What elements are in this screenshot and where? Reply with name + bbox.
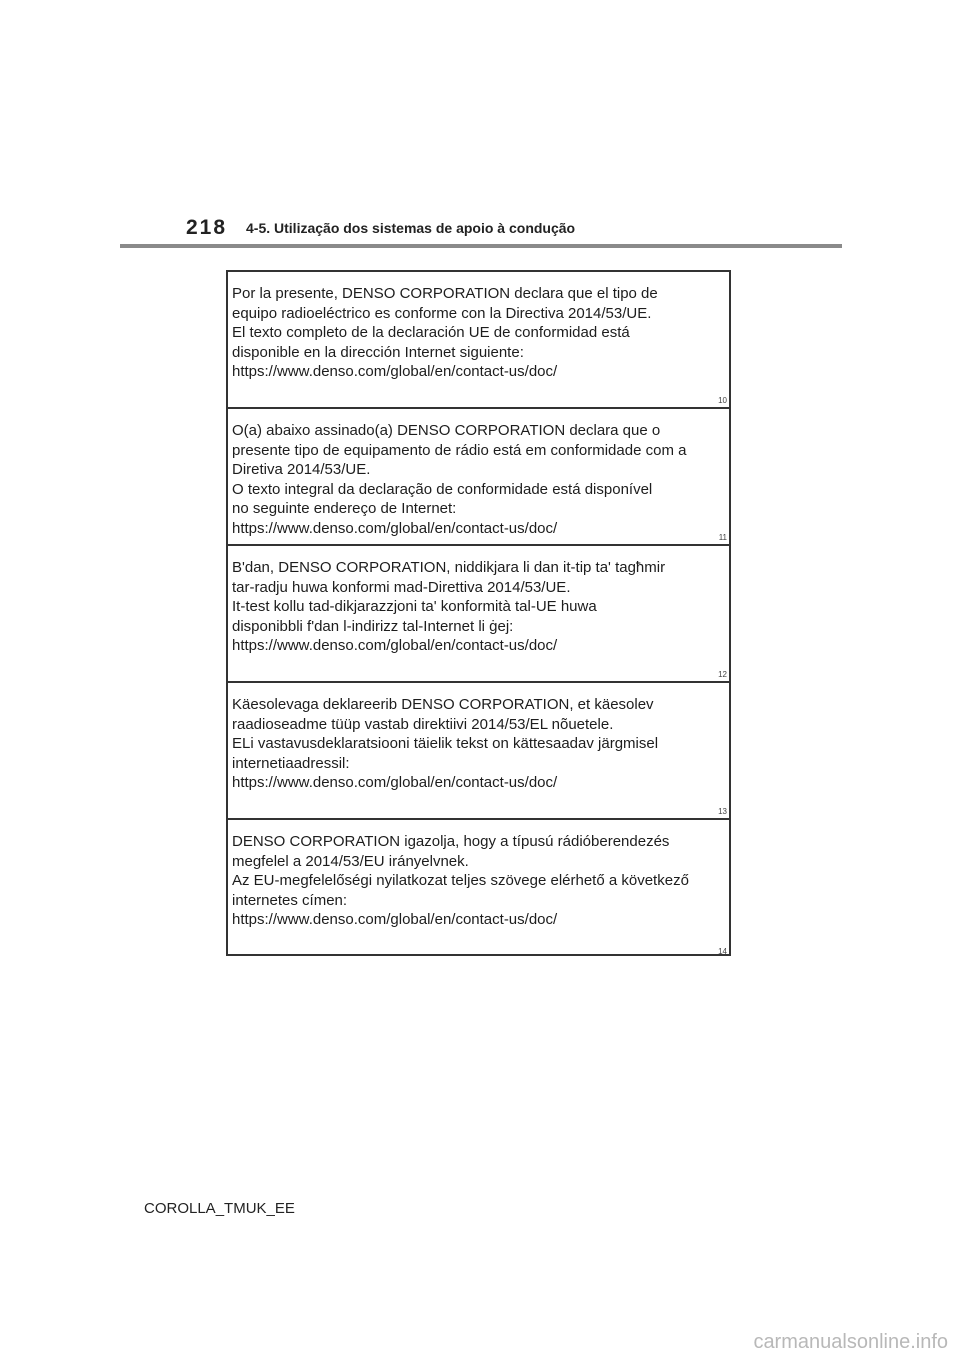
page-number: 218 [186, 216, 228, 239]
declaration-box-estonian [228, 683, 729, 820]
declaration-table [226, 270, 731, 956]
declaration-index: 11 [718, 533, 727, 542]
declaration-text: Por la presente, DENSO CORPORATION declara que el tipo de equipo radioeléctrico es conforme con la Directiva 2014/53/UE. El texto completo de la declaración UE de conformidad está disponible en la dirección Internet siguiente: https://www.denso.com/global/en/contact-us/doc/ [232, 285, 658, 380]
declaration-index: 10 [718, 396, 727, 405]
declaration-box-hungarian [228, 820, 729, 958]
declaration-box-portuguese [228, 409, 729, 546]
declaration-box-maltese [228, 546, 729, 683]
section-title: 4-5. Utilização dos sistemas de apoio à condução [246, 220, 576, 236]
declaration-text: O(a) abaixo assinado(a) DENSO CORPORATION declara que o presente tipo de equipamento de rádio está em conformidade com a Diretiva 2014/53/UE. O texto integral da declaração de conformidade está disponível no seguinte endereço de Internet: https://www.denso.com/global/en/contact-us/doc/ [232, 422, 687, 537]
declaration-text: B'dan, DENSO CORPORATION, niddikjara li dan it-tip ta' tagħmir tar-radju huwa konformi mad-Direttiva 2014/53/UE. It-test kollu tad-dikjarazzjoni ta' konformità tal-UE huwa disponibbli f'dan l-indirizz tal-Internet li ġej: https://www.denso.com/global/en/contact-us/doc/ [232, 559, 666, 654]
declaration-text: Käesolevaga deklareerib DENSO CORPORATION, et käesolev raadioseadme tüüp vastab direktiivi 2014/53/EL nõuetele. ELi vastavusdeklaratsiooni täielik tekst on kättesaadav järgmisel internetiaadressil: https://www.denso.com/global/en/contact-us/doc/ [232, 696, 659, 791]
declaration-index: 14 [718, 947, 727, 956]
header-divider [120, 244, 842, 248]
declaration-index: 13 [718, 807, 727, 816]
document-code: COROLLA_TMUK_EE [144, 1200, 295, 1217]
declaration-index: 12 [718, 670, 727, 679]
declaration-text: DENSO CORPORATION igazolja, hogy a típusú rádióberendezés megfelel a 2014/53/EU irányelvnek. Az EU-megfelelőségi nyilatkozat teljes szövege elérhető a következő internetes címen: https://www.denso.com/global/en/contact-us/doc/ [232, 833, 689, 928]
watermark: carmanualsonline.info [753, 1331, 948, 1353]
declaration-box-spanish [228, 272, 729, 409]
